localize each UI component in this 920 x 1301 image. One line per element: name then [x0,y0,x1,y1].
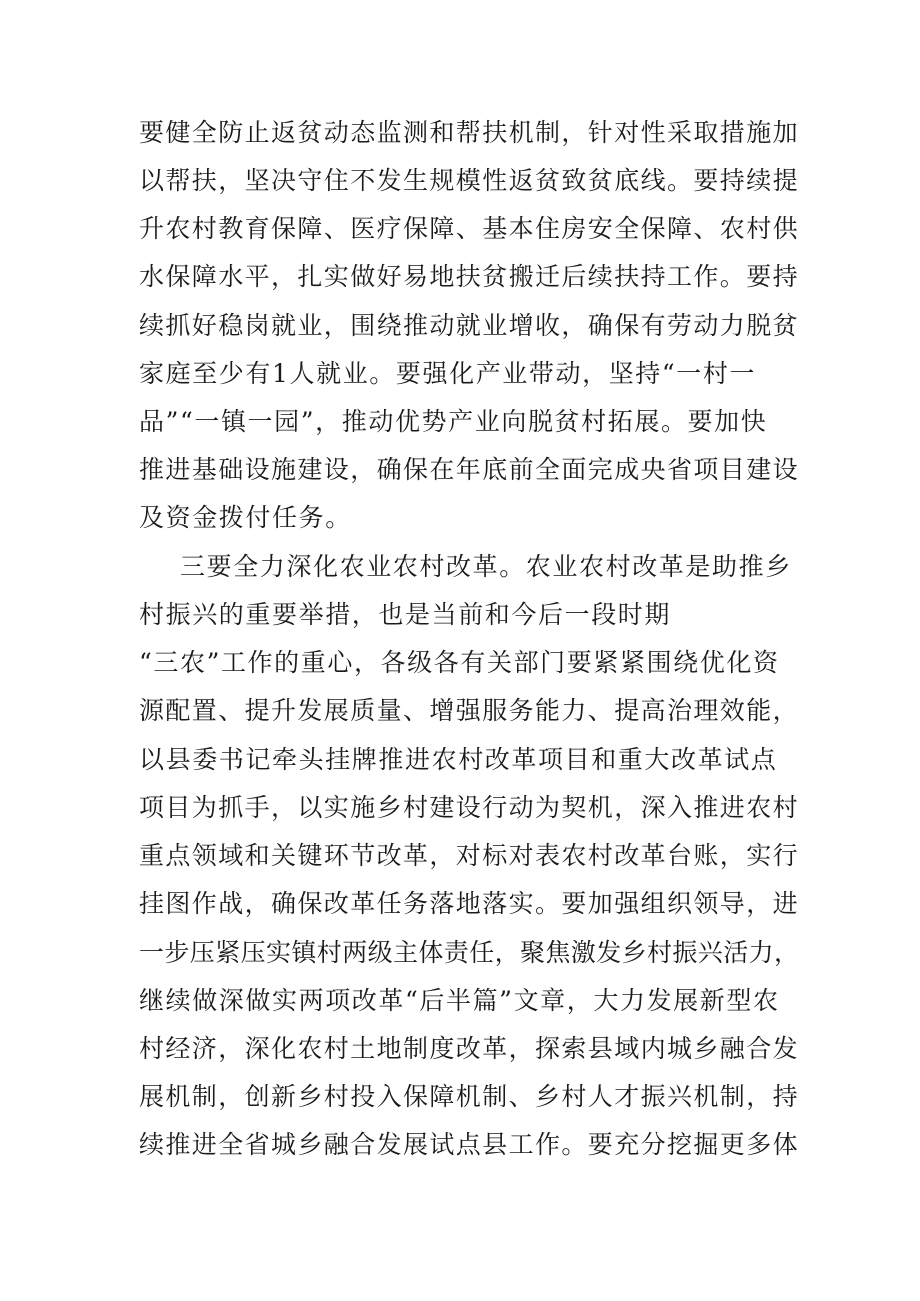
text-line: 品”“一镇一园”，推动优势产业向脱贫村拓展。要加快 [139,407,768,436]
text-line: 源配置、提升发展质量、增强服务能力、提高治理效能， [139,696,800,725]
text-line: 继续做深做实两项改革“后半篇”文章，大力发展新型农 [139,986,780,1015]
text-line: 推进基础设施建设，确保在年底前全面完成央省项目建设 [139,455,800,484]
text-line: 一步压紧压实镇村两级主体责任，聚焦激发乡村振兴活力， [139,938,800,967]
text-line: 家庭至少有1人就业。要强化产业带动，坚持“一村一 [139,359,757,388]
text-line: 挂图作战，确保改革任务落地落实。要加强组织领导，进 [139,889,800,918]
text-line: 续抓好稳岗就业，围绕推动就业增收，确保有劳动力脱贫 [139,311,800,340]
text-line: 升农村教育保障、医疗保障、基本住房安全保障、农村供 [139,214,800,243]
text-line: 村振兴的重要举措，也是当前和今后一段时期 [139,600,672,629]
text-line: 重点领域和关键环节改革，对标对表农村改革台账，实行 [139,841,800,870]
text-line: 展机制，创新乡村投入保障机制、乡村人才振兴机制，持 [139,1082,800,1111]
text-line: 水保障水平，扎实做好易地扶贫搬迁后续扶持工作。要持 [139,262,800,291]
paragraph-heading-line: 三要全力深化农业农村改革。农业农村改革是助推乡 [180,552,792,581]
text-line: 及资金拨付任务。 [139,503,352,532]
text-line: 村经济，深化农村土地制度改革，探索县域内城乡融合发 [139,1034,800,1063]
text-line: 要健全防止返贫动态监测和帮扶机制，针对性采取措施加 [139,118,800,147]
text-line: “三农”工作的重心，各级各有关部门要紧紧围绕优化资 [139,648,780,677]
text-line: 续推进全省城乡融合发展试点县工作。要充分挖掘更多体 [139,1130,800,1159]
text-line: 以帮扶，坚决守住不发生规模性返贫致贫底线。要持续提 [139,166,800,195]
text-line: 项目为抓手，以实施乡村建设行动为契机，深入推进农村 [139,793,800,822]
text-line: 以县委书记牵头挂牌推进农村改革项目和重大改革试点 [139,745,778,774]
